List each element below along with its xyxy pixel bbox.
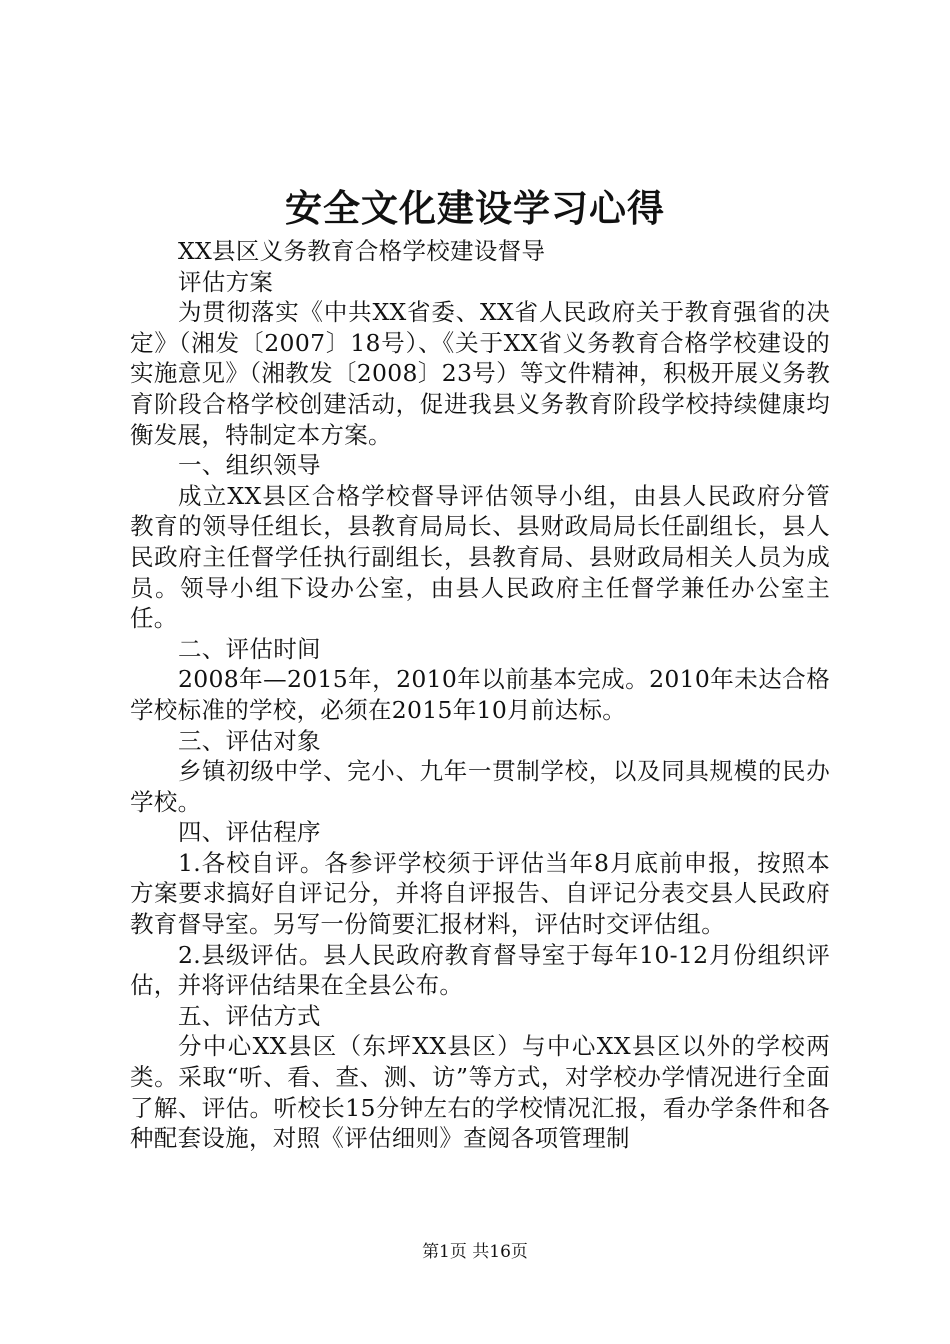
section-paragraph: 乡镇初级中学、完小、九年一贯制学校，以及同具规模的民办学校。 [130, 757, 830, 816]
section-paragraph: 2.县级评估。县人民政府教育督导室于每年10-12月份组织评估，并将评估结果在全县公布。 [130, 940, 830, 1000]
section-heading: 二、评估时间 [178, 634, 321, 663]
section-heading: 五、评估方式 [178, 1001, 321, 1030]
document-body [130, 236, 830, 1154]
page-title: 安全文化建设学习心得 [285, 186, 665, 230]
section-paragraph: 1.各校自评。各参评学校须于评估当年8月底前申报，按照本方案要求搞好自评记分，并将自评报告、自评记分表交县人民政府教育督导室。另写一份简要汇报材料，评估时交评估组。 [130, 848, 830, 939]
page-footer: 第1页 共16页 [422, 1242, 528, 1262]
section-paragraph: 成立XX县区合格学校督导评估领导小组，由县人民政府分管教育的领导任组长，县教育局局长、县财政局局长任副组长，县人民政府主任督学任执行副组长，县教育局、县财政局相关人员为成员。领导小组下设办公室，由县人民政府主任督学兼任办公室主任。 [130, 481, 830, 633]
preamble-paragraph: 为贯彻落实《中共XX省委、XX省人民政府关于教育强省的决定》（湘发〔2007〕18号）、《关于XX省义务教育合格学校建设的实施意见》（湘教发〔2008〕23号）等文件精神，积极开展义务教育阶段合格学校创建活动，促进我县义务教育阶段学校持续健康均衡发展，特制定本方案。 [130, 298, 830, 449]
section-paragraph: 分中心XX县区（东坪XX县区）与中心XX县区以外的学校两类。采取“听、看、查、测、访”等方式，对学校办学情况进行全面了解、评估。听校长15分钟左右的学校情况汇报，看办学条件和各种配套设施，对照《评估细则》查阅各项管理制 [130, 1032, 830, 1153]
section-heading: 三、评估对象 [178, 726, 321, 755]
intro-line: 评估方案 [178, 267, 274, 296]
intro-line: XX县区义务教育合格学校建设督导 [178, 237, 546, 265]
section-heading: 一、组织领导 [178, 451, 321, 480]
section-heading: 四、评估程序 [178, 818, 321, 847]
section-paragraph: 2008年—2015年，2010年以前基本完成。2010年未达合格学校标准的学校，必须在2015年10月前达标。 [130, 665, 830, 724]
